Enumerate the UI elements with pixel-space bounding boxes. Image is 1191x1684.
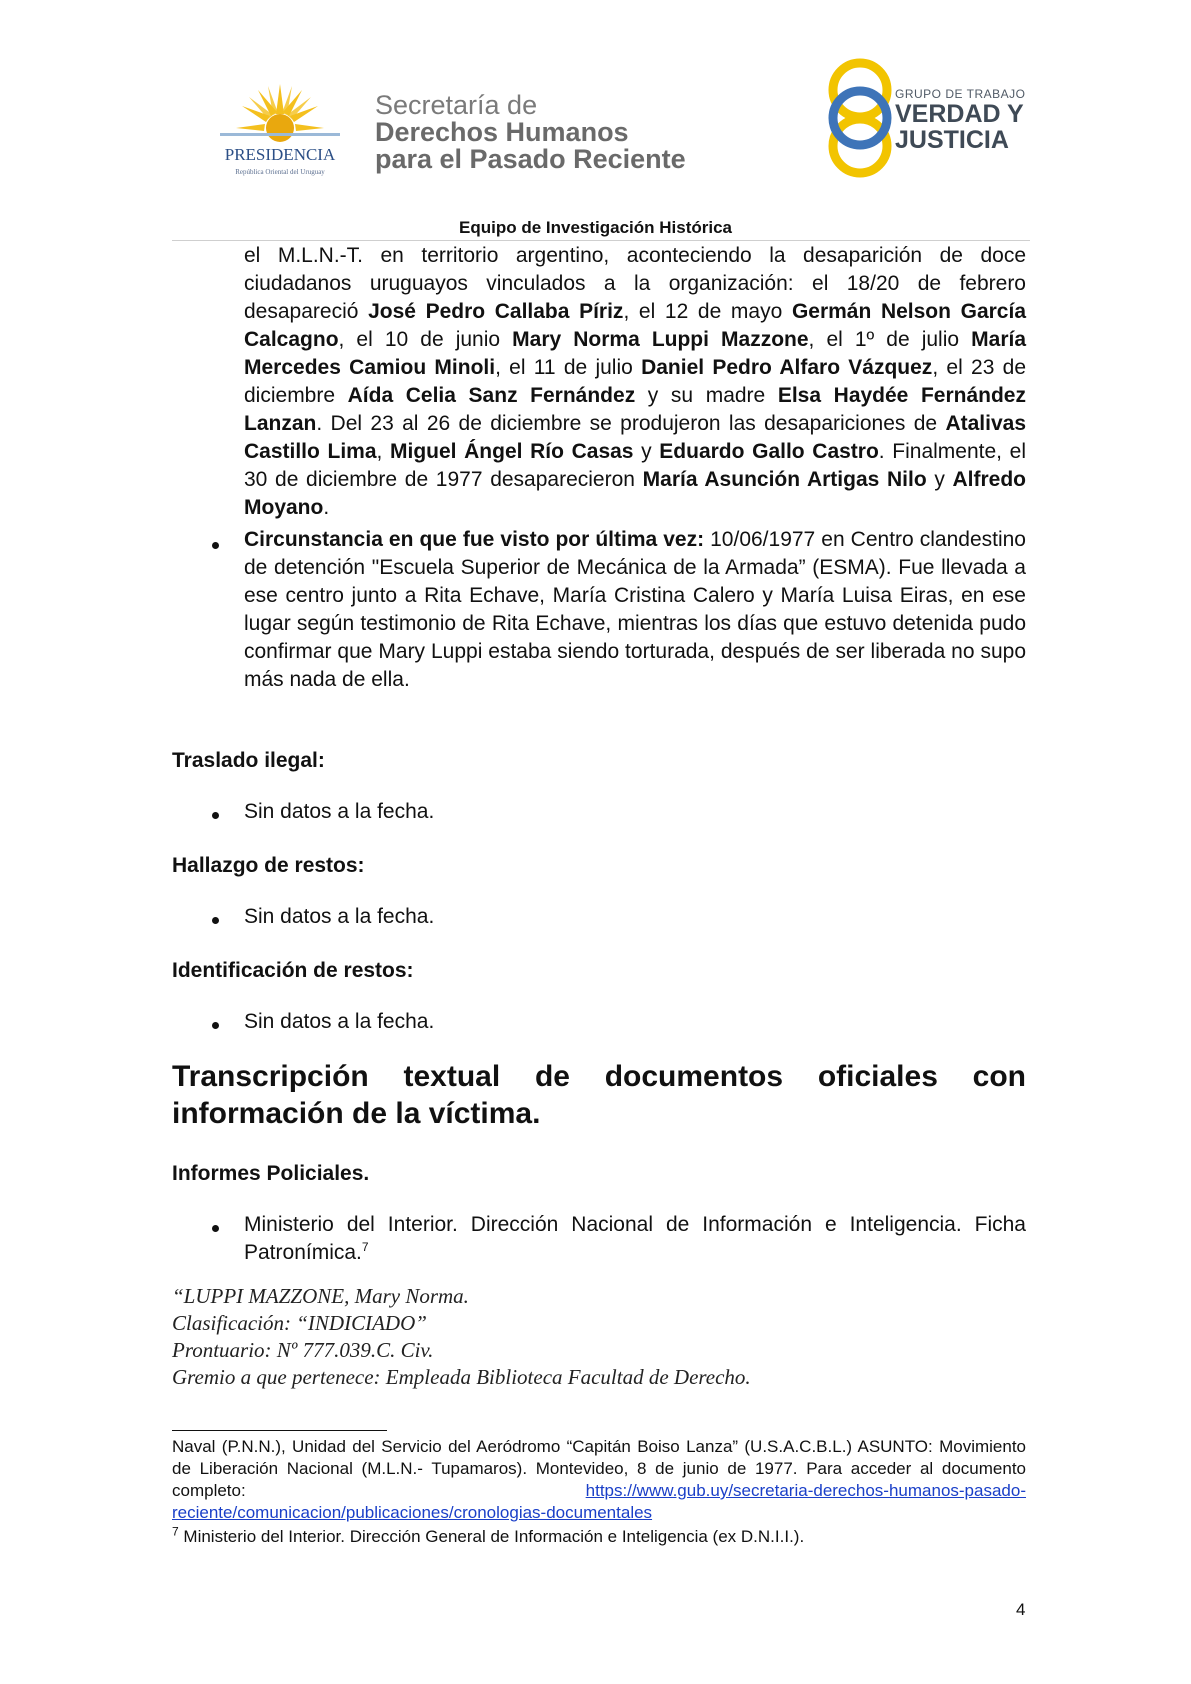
text-run: y su madre: [635, 384, 778, 407]
hallazgo-item: Sin datos a la fecha.: [244, 905, 435, 928]
bullet-dot: [212, 917, 219, 924]
person-name: Alfredo Moyano: [244, 468, 1026, 519]
person-name: Atalivas Castillo Lima: [244, 412, 1026, 463]
text-run: ,: [376, 440, 390, 463]
traslado-heading: Traslado ilegal:: [172, 749, 325, 772]
text-run: , el 23 de diciembre: [244, 356, 1026, 407]
footnote-6: [172, 1436, 1026, 1524]
identificacion-heading: Identificación de restos:: [172, 959, 414, 982]
text-run: . Finalmente, el 30 de diciembre de 1977 desaparecieron: [244, 440, 1026, 491]
footnote-7: [172, 1526, 804, 1548]
grupo-line-2: VERDAD Y: [895, 100, 1024, 128]
grupo-line-1: GRUPO DE TRABAJO: [895, 87, 1026, 101]
informes-item: [244, 1211, 1026, 1267]
identificacion-item: Sin datos a la fecha.: [244, 1010, 435, 1033]
text-run: y: [926, 468, 953, 491]
person-name: María Asunción Artigas Nilo: [642, 468, 927, 491]
person-name: María Mercedes Camiou Minoli: [244, 328, 1026, 379]
footnote-7-number: 7: [172, 1524, 179, 1539]
bullet-dot: [212, 1225, 219, 1232]
text-run: , el 12 de mayo: [623, 300, 792, 323]
text-run: y: [633, 440, 660, 463]
transcript-line: Prontuario: Nº 777.039.C. Civ.: [172, 1338, 434, 1362]
svg-text:República Oriental del Uruguay: República Oriental del Uruguay: [235, 168, 325, 176]
secretaria-title: [375, 92, 686, 173]
header-divider: [172, 240, 1030, 241]
secretaria-line-1: Secretaría de: [375, 90, 538, 120]
traslado-item: Sin datos a la fecha.: [244, 800, 435, 823]
footnote-7-text: Ministerio del Interior. Dirección General de Información e Inteligencia (ex D.N.I.I.).: [178, 1527, 805, 1546]
informes-heading: Informes Policiales.: [172, 1162, 370, 1185]
hallazgo-heading: Hallazgo de restos:: [172, 854, 365, 877]
circunstancia-label: Circunstancia en que fue visto por última vez:: [244, 528, 705, 551]
linked-rings-logo-icon: [820, 56, 900, 182]
bullet-dot: [212, 1022, 219, 1029]
text-run: .: [323, 496, 330, 519]
continuation-paragraph: [244, 242, 1026, 522]
informes-item-text: Ministerio del Interior. Dirección Nacional de Información e Inteligencia. Ficha Patronímica.: [244, 1213, 1026, 1264]
circunstancia-text: 10/06/1977 en Centro clandestino de detención "Escuela Superior de Mecánica de la Armada” (ESMA). Fue llevada a ese centro junto a Rita Echave, María Cristina Calero y María Luisa Eiras, en ese lugar según testimonio de Rita Echave, mientras los días que estuvo detenida pudo confirmar que Mary Luppi estaba siendo torturada, después de ser liberada no supo más nada de ella.: [244, 528, 1026, 691]
person-name: Miguel Ángel Río Casas: [390, 440, 634, 463]
footnote-6-link[interactable]: https://www.gub.uy/secretaria-derechos-humanos-pasado-reciente/comunicacion/publicaciones/cronologias-documentales: [172, 1481, 1026, 1522]
sun-logo-icon: [196, 78, 364, 184]
svg-text:PRESIDENCIA: PRESIDENCIA: [224, 145, 336, 164]
transcripcion-heading: Transcripción textual de documentos oficiales con información de la víctima.: [172, 1060, 1026, 1130]
presidencia-logo: [196, 78, 364, 184]
bullet-dot: [212, 542, 219, 549]
person-name: José Pedro Callaba Píriz: [368, 300, 624, 323]
person-name: Mary Norma Luppi Mazzone: [512, 328, 809, 351]
transcript-line: “LUPPI MAZZONE, Mary Norma.: [172, 1284, 469, 1308]
secretaria-line-3: para el Pasado Reciente: [375, 144, 686, 174]
text-run: , el 1º de julio: [808, 328, 972, 351]
footnote-6-text: Naval (P.N.N.), Unidad del Servicio del Aeródromo “Capitán Boiso Lanza” (U.S.A.C.B.L.) ASUNTO: Movimiento de Liberación Nacional (M.L.N.- Tupamaros). Montevideo, 8 de junio de 1977. Para acceder al documento completo:: [172, 1437, 1026, 1500]
person-name: Eduardo Gallo Castro: [659, 440, 879, 463]
person-name: Daniel Pedro Alfaro Vázquez: [641, 356, 933, 379]
transcript-line: Clasificación: “INDICIADO”: [172, 1311, 427, 1335]
text-run: el M.L.N.-T. en territorio argentino, aconteciendo la desaparición de doce ciudadanos uruguayos vinculados a la organización: el 18/20 de febrero desapareció: [244, 244, 1026, 323]
grupo-trabajo-text: [895, 87, 1025, 153]
grupo-line-3: JUSTICIA: [895, 126, 1009, 154]
person-name: Germán Nelson García Calcagno: [244, 300, 1026, 351]
bullet-dot: [212, 812, 219, 819]
equipo-heading: Equipo de Investigación Histórica: [459, 218, 732, 237]
person-name: Aída Celia Sanz Fernández: [347, 384, 636, 407]
person-name: Elsa Haydée Fernández Lanzan: [244, 384, 1026, 435]
ficha-transcript: [172, 1283, 751, 1391]
page-number: 4: [1016, 1600, 1026, 1619]
circunstancia-item: [244, 526, 1026, 694]
text-run: . Del 23 al 26 de diciembre se produjeron las desapariciones de: [316, 412, 946, 435]
footnote-divider: [172, 1430, 387, 1431]
text-run: , el 10 de junio: [338, 328, 513, 351]
transcript-line: Gremio a que pertenece: Empleada Biblioteca Facultad de Derecho.: [172, 1365, 751, 1389]
text-run: , el 11 de julio: [495, 356, 642, 379]
footnote-ref-7: 7: [361, 1240, 369, 1254]
secretaria-line-2: Derechos Humanos: [375, 117, 629, 147]
